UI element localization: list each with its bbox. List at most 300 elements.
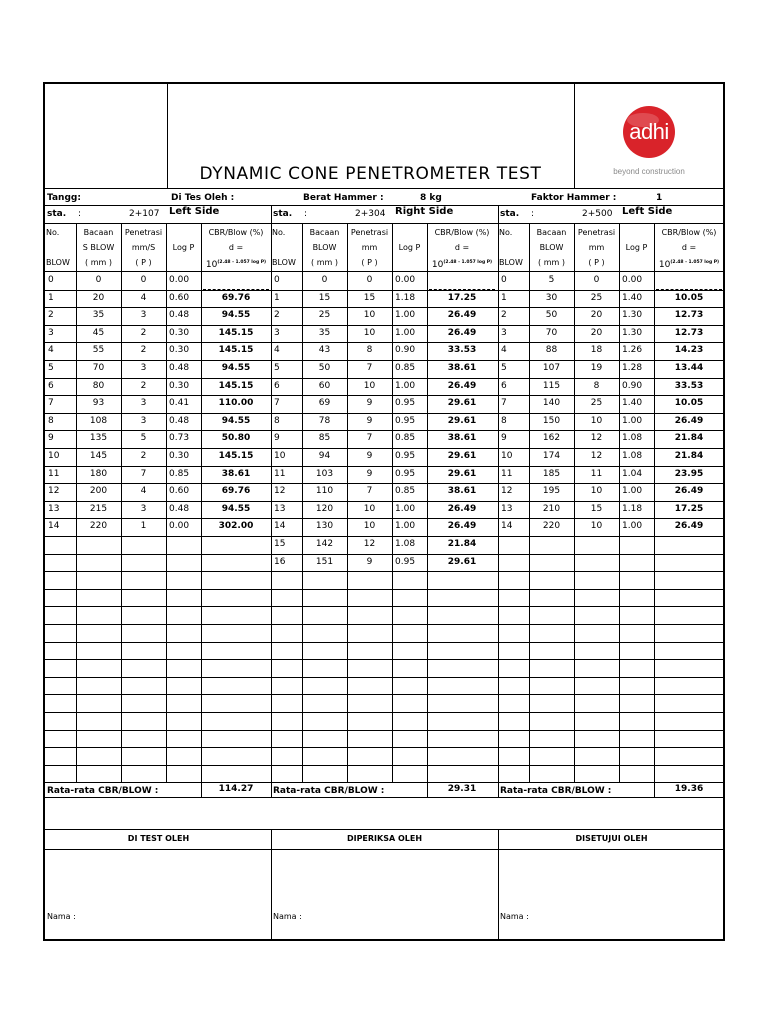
cell-bacaan: 50 — [545, 310, 558, 321]
grid-line — [45, 448, 725, 449]
column-divider — [619, 223, 620, 782]
grid-line — [45, 413, 725, 414]
col-header-bacaan: BLOW — [312, 243, 337, 252]
col-header-penetrasi: ( P ) — [588, 258, 605, 267]
cell-logp: 0.95 — [395, 468, 416, 479]
col-header-no: No. — [272, 228, 286, 237]
cell-blow-no: 5 — [48, 363, 54, 373]
adhi-logo-icon — [605, 106, 695, 178]
cell-logp: 0.85 — [395, 486, 416, 497]
grid-line — [45, 797, 725, 798]
cell-blow-no: 4 — [274, 345, 280, 356]
cell-penetrasi: 7 — [140, 468, 147, 479]
column-divider — [654, 223, 655, 782]
col-header-cbr: CBR/Blow (%) — [434, 228, 490, 237]
section-divider — [271, 205, 272, 797]
cell-logp: 1.18 — [395, 292, 416, 303]
cell-blow-no: 4 — [48, 345, 54, 356]
cell-cbr: 29.61 — [447, 415, 477, 426]
cell-penetrasi: 9 — [366, 556, 373, 567]
cell-bacaan: 220 — [542, 521, 561, 532]
cell-blow-no: 1 — [274, 292, 280, 303]
col-header-cbr: CBR/Blow (%) — [661, 228, 717, 237]
sta-label: sta. — [47, 209, 67, 219]
cbr-formula-exponent: (2.48 - 1.057 log P) — [217, 260, 267, 265]
cell-bacaan: 0 — [321, 275, 328, 285]
col-header-no: BLOW — [272, 258, 296, 267]
cell-logp: 1.00 — [395, 380, 416, 391]
tanggal-label: Tangg: — [47, 193, 81, 203]
cell-penetrasi: 10 — [363, 380, 376, 391]
cell-logp: 1.00 — [395, 503, 416, 514]
cell-penetrasi: 12 — [590, 451, 603, 461]
cell-penetrasi: 1 — [140, 521, 147, 532]
cell-cbr: 38.61 — [221, 468, 251, 479]
grid-line — [45, 571, 725, 572]
cell-bacaan: 88 — [545, 345, 558, 356]
cell-blow-no: 0 — [501, 275, 507, 285]
cell-blow-no: 1 — [48, 292, 54, 303]
cell-penetrasi: 4 — [140, 486, 147, 497]
svg-text:adhi: adhi — [629, 119, 669, 144]
cell-penetrasi: 7 — [366, 433, 373, 444]
cell-logp: 1.00 — [395, 327, 416, 338]
cell-logp: 1.40 — [622, 398, 643, 409]
col-header-bacaan: BLOW — [539, 243, 564, 252]
grid-line — [45, 659, 725, 660]
cbr-formula — [427, 255, 497, 273]
cell-penetrasi: 25 — [590, 292, 603, 303]
avg-cbr-label: Rata-rata CBR/BLOW : — [500, 786, 612, 797]
cell-penetrasi: 10 — [363, 327, 376, 338]
grid-line — [45, 501, 725, 502]
cell-cbr: 26.49 — [447, 327, 477, 338]
grid-line — [45, 730, 725, 731]
cbr-formula-base: 10 — [205, 260, 218, 270]
page-title: DYNAMIC CONE PENETROMETER TEST — [199, 164, 542, 184]
cell-cbr: 13.44 — [674, 363, 704, 373]
cell-penetrasi: 8 — [366, 345, 373, 356]
sta-label: sta. — [500, 209, 520, 219]
cell-logp: 0.48 — [169, 503, 190, 514]
cell-cbr: 21.84 — [447, 539, 477, 549]
cell-cbr: 29.61 — [447, 398, 477, 409]
cell-cbr: 17.25 — [674, 503, 704, 514]
cell-bacaan: 195 — [542, 486, 561, 497]
cell-blow-no: 12 — [501, 486, 513, 497]
grid-line — [45, 694, 725, 695]
cell-bacaan: 210 — [542, 503, 561, 514]
cell-cbr: 21.84 — [674, 451, 704, 461]
cell-bacaan: 5 — [548, 275, 555, 285]
sta-colon: : — [531, 209, 535, 219]
col-header-penetrasi: mm — [588, 243, 605, 252]
cell-logp: 0.00 — [395, 275, 416, 285]
cell-logp: 0.30 — [169, 345, 190, 356]
grid-line — [45, 307, 725, 308]
cell-cbr: 10.05 — [674, 398, 704, 409]
cell-cbr: 302.00 — [218, 521, 254, 532]
cell-penetrasi: 7 — [366, 363, 373, 373]
section-divider — [271, 829, 272, 941]
cell-logp: 0.30 — [169, 451, 190, 461]
cell-bacaan: 115 — [542, 380, 561, 391]
grid-line — [45, 642, 725, 643]
sta-value: 2+107 — [129, 209, 160, 219]
cell-cbr: 26.49 — [447, 503, 477, 514]
sta-colon: : — [304, 209, 308, 219]
cell-bacaan: 145 — [89, 451, 108, 461]
cell-blow-no: 7 — [48, 398, 54, 409]
cell-bacaan: 55 — [92, 345, 105, 356]
cell-blow-no: 12 — [274, 486, 286, 497]
col-header-no: No. — [46, 228, 60, 237]
cell-cbr: 29.61 — [447, 468, 477, 479]
grid-line — [45, 829, 725, 830]
grid-line — [45, 782, 725, 783]
cell-penetrasi: 20 — [590, 310, 603, 321]
cell-penetrasi: 9 — [366, 468, 373, 479]
header-divider — [574, 84, 575, 188]
cell-cbr: 26.49 — [674, 521, 704, 532]
cell-penetrasi: 12 — [590, 433, 603, 444]
cell-bacaan: 110 — [315, 486, 334, 497]
cell-bacaan: 215 — [89, 503, 108, 514]
cell-cbr: 38.61 — [447, 433, 477, 444]
side-label: Left Side — [622, 206, 673, 217]
cell-cbr: 14.23 — [674, 345, 704, 356]
cell-logp: 1.00 — [622, 415, 643, 426]
cbr-formula — [201, 255, 271, 273]
ditest-label: Di Tes Oleh : — [171, 193, 235, 203]
cell-penetrasi: 20 — [590, 327, 603, 338]
cell-cbr: 33.53 — [674, 380, 704, 391]
berat-hammer-label: Berat Hammer : — [303, 193, 384, 203]
cell-blow-no: 5 — [501, 363, 507, 373]
cell-logp: 1.08 — [622, 433, 643, 444]
cell-cbr: 21.84 — [674, 433, 704, 444]
cell-blow-no: 10 — [501, 451, 513, 461]
section-divider — [498, 829, 499, 941]
cell-penetrasi: 10 — [363, 521, 376, 532]
cell-blow-no: 6 — [501, 380, 507, 391]
cell-blow-no: 12 — [48, 486, 60, 497]
cell-bacaan: 45 — [92, 327, 105, 338]
cell-blow-no: 5 — [274, 363, 280, 373]
grid-line — [45, 536, 725, 537]
cell-bacaan: 120 — [315, 503, 334, 514]
cell-cbr: 94.55 — [221, 415, 251, 426]
cell-blow-no: 3 — [501, 327, 507, 338]
signature-name-label: Nama : — [500, 912, 529, 921]
col-header-bacaan: S BLOW — [82, 243, 115, 252]
cell-logp: 0.90 — [622, 380, 643, 391]
cell-bacaan: 20 — [92, 292, 105, 303]
col-header-logp: Log P — [172, 243, 195, 252]
cell-logp: 1.30 — [622, 327, 643, 338]
avg-cbr-label: Rata-rata CBR/BLOW : — [273, 786, 385, 797]
cell-cbr: 10.05 — [674, 292, 704, 303]
cell-blow-no: 10 — [48, 451, 60, 461]
cell-penetrasi: 12 — [363, 539, 376, 549]
col-header-no: BLOW — [499, 258, 523, 267]
grid-line — [45, 430, 725, 431]
cell-cbr: 26.49 — [447, 521, 477, 532]
cell-penetrasi: 3 — [140, 363, 147, 373]
cell-cbr: 26.49 — [447, 310, 477, 321]
sta-label: sta. — [273, 209, 293, 219]
cell-bacaan: 150 — [542, 415, 561, 426]
cell-blow-no: 14 — [48, 521, 60, 532]
cell-blow-no: 3 — [48, 327, 54, 338]
cell-bacaan: 220 — [89, 521, 108, 532]
cell-cbr: 29.61 — [447, 451, 477, 461]
grid-line — [45, 342, 725, 343]
cell-logp: 0.95 — [395, 398, 416, 409]
cell-logp: 0.00 — [622, 275, 643, 285]
grid-line — [45, 606, 725, 607]
cell-bacaan: 15 — [318, 292, 331, 303]
cell-logp: 0.60 — [169, 292, 190, 303]
sta-colon: : — [78, 209, 82, 219]
cell-logp: 1.00 — [622, 486, 643, 497]
cell-bacaan: 162 — [542, 433, 561, 444]
column-divider — [347, 223, 348, 782]
cell-penetrasi: 25 — [590, 398, 603, 409]
cell-blow-no: 0 — [48, 275, 54, 285]
cell-cbr: 29.61 — [447, 556, 477, 567]
cell-blow-no: 16 — [274, 556, 286, 567]
cell-penetrasi: 10 — [590, 486, 603, 497]
col-header-penetrasi: Penetrasi — [350, 228, 389, 237]
cell-blow-no: 6 — [274, 380, 280, 391]
cell-logp: 1.18 — [622, 503, 643, 514]
col-header-cbr: d = — [228, 243, 244, 252]
cell-penetrasi: 3 — [140, 503, 147, 514]
cell-logp: 0.85 — [395, 433, 416, 444]
cell-bacaan: 35 — [92, 310, 105, 321]
col-header-penetrasi: Penetrasi — [124, 228, 163, 237]
grid-line — [45, 624, 725, 625]
cell-penetrasi: 2 — [140, 345, 147, 356]
cell-penetrasi: 2 — [140, 451, 147, 461]
cell-cbr: 69.76 — [221, 292, 251, 303]
col-header-penetrasi: mm/S — [131, 243, 156, 252]
sta-value: 2+500 — [582, 209, 613, 219]
avg-cbr-label: Rata-rata CBR/BLOW : — [47, 786, 159, 797]
sta-value: 2+304 — [355, 209, 386, 219]
cell-bacaan: 140 — [542, 398, 561, 409]
cell-blow-no: 9 — [48, 433, 54, 444]
grid-line — [45, 677, 725, 678]
cell-blow-no: 15 — [274, 539, 286, 549]
cell-penetrasi: 9 — [366, 415, 373, 426]
cell-bacaan: 0 — [95, 275, 102, 285]
grid-line — [45, 395, 725, 396]
cell-blow-no: 11 — [48, 468, 60, 479]
grid-line — [45, 360, 725, 361]
faktor-hammer-value: 1 — [656, 193, 663, 203]
col-header-logp: Log P — [625, 243, 648, 252]
cell-blow-no: 8 — [501, 415, 507, 426]
signature-title: DI TEST OLEH — [127, 834, 190, 843]
col-header-bacaan: ( mm ) — [85, 258, 112, 267]
cbr-formula-base: 10 — [658, 260, 671, 270]
cell-cbr: 69.76 — [221, 486, 251, 497]
grid-line — [45, 325, 725, 326]
cbr-dash-line — [203, 289, 269, 290]
cell-bacaan: 80 — [92, 380, 105, 391]
column-divider — [427, 223, 428, 782]
cell-cbr: 145.15 — [218, 327, 254, 338]
cbr-formula-exponent: (2.48 - 1.057 log P) — [670, 260, 720, 265]
cell-blow-no: 7 — [501, 398, 507, 409]
cell-penetrasi: 3 — [140, 310, 147, 321]
cell-bacaan: 25 — [318, 310, 331, 321]
cell-bacaan: 200 — [89, 486, 108, 497]
col-header-cbr: d = — [454, 243, 470, 252]
cell-bacaan: 103 — [315, 468, 334, 479]
cell-logp: 0.73 — [169, 433, 190, 444]
col-header-bacaan: ( mm ) — [311, 258, 338, 267]
cell-blow-no: 4 — [501, 345, 507, 356]
cell-penetrasi: 2 — [140, 380, 147, 391]
avg-cbr-value: 114.27 — [218, 784, 254, 795]
signature-title: DIPERIKSA OLEH — [346, 834, 423, 843]
cell-penetrasi: 9 — [366, 451, 373, 461]
cbr-formula — [654, 255, 724, 273]
cell-bacaan: 107 — [542, 363, 561, 373]
cell-bacaan: 43 — [318, 345, 331, 356]
cell-penetrasi: 19 — [590, 363, 603, 373]
cell-logp: 0.48 — [169, 415, 190, 426]
header-bottom-line — [45, 188, 725, 189]
col-header-logp: Log P — [398, 243, 421, 252]
col-header-penetrasi: ( P ) — [361, 258, 378, 267]
cell-penetrasi: 4 — [140, 292, 147, 303]
cell-logp: 0.30 — [169, 327, 190, 338]
col-header-bacaan: ( mm ) — [538, 258, 565, 267]
cell-cbr: 26.49 — [447, 380, 477, 391]
grid-line — [45, 849, 725, 850]
cell-logp: 0.95 — [395, 415, 416, 426]
grid-line — [45, 747, 725, 748]
cell-bacaan: 130 — [315, 521, 334, 532]
cell-logp: 1.08 — [622, 451, 643, 461]
cbr-dash-line — [656, 289, 722, 290]
cbr-formula-base: 10 — [431, 260, 444, 270]
cell-cbr: 50.80 — [221, 433, 251, 444]
cell-bacaan: 50 — [318, 363, 331, 373]
cell-penetrasi: 0 — [593, 275, 600, 285]
cell-cbr: 145.15 — [218, 380, 254, 391]
grid-line — [45, 466, 725, 467]
grid-line — [45, 518, 725, 519]
cbr-formula-exponent: (2.48 - 1.057 log P) — [443, 260, 493, 265]
cell-bacaan: 70 — [545, 327, 558, 338]
cell-blow-no: 14 — [274, 521, 286, 532]
cell-logp: 0.00 — [169, 521, 190, 532]
col-header-penetrasi: ( P ) — [135, 258, 152, 267]
grid-line — [45, 712, 725, 713]
grid-line — [45, 271, 725, 272]
svg-text:beyond construction: beyond construction — [613, 167, 685, 176]
cell-blow-no: 6 — [48, 380, 54, 391]
cell-logp: 0.48 — [169, 363, 190, 373]
grid-line — [45, 378, 725, 379]
signature-name-label: Nama : — [273, 912, 302, 921]
cell-cbr: 12.73 — [674, 310, 704, 321]
grid-line — [45, 483, 725, 484]
cell-blow-no: 8 — [48, 415, 54, 426]
cell-bacaan: 151 — [315, 556, 334, 567]
cell-cbr: 26.49 — [674, 486, 704, 497]
cell-logp: 1.00 — [395, 521, 416, 532]
side-label: Left Side — [169, 206, 220, 217]
cell-blow-no: 9 — [501, 433, 507, 444]
signature-title: DISETUJUI OLEH — [575, 834, 648, 843]
cell-penetrasi: 10 — [590, 415, 603, 426]
cell-blow-no: 2 — [274, 310, 280, 321]
cell-cbr: 110.00 — [218, 398, 254, 409]
cell-blow-no: 2 — [48, 310, 54, 321]
cell-blow-no: 14 — [501, 521, 513, 532]
col-header-bacaan: Bacaan — [309, 228, 340, 237]
cell-logp: 0.30 — [169, 380, 190, 391]
cell-blow-no: 9 — [274, 433, 280, 444]
col-header-bacaan: Bacaan — [536, 228, 567, 237]
avg-cbr-value: 19.36 — [674, 784, 704, 795]
cell-penetrasi: 9 — [366, 398, 373, 409]
cell-cbr: 33.53 — [447, 345, 477, 356]
cell-penetrasi: 3 — [140, 398, 147, 409]
cell-bacaan: 135 — [89, 433, 108, 444]
cell-logp: 1.04 — [622, 468, 643, 479]
cell-cbr: 145.15 — [218, 345, 254, 356]
column-divider — [392, 223, 393, 782]
column-divider — [166, 223, 167, 782]
column-divider — [302, 223, 303, 782]
cell-blow-no: 8 — [274, 415, 280, 426]
section-divider — [498, 205, 499, 797]
dcp-test-sheet — [43, 82, 725, 941]
cell-penetrasi: 2 — [140, 327, 147, 338]
signature-name-label: Nama : — [47, 912, 76, 921]
cell-logp: 1.00 — [622, 521, 643, 532]
cell-logp: 1.08 — [395, 539, 416, 549]
cell-penetrasi: 18 — [590, 345, 603, 356]
cell-logp: 0.00 — [169, 275, 190, 285]
column-divider — [201, 223, 202, 782]
cell-logp: 1.30 — [622, 310, 643, 321]
cell-bacaan: 30 — [545, 292, 558, 303]
berat-hammer-value: 8 kg — [420, 193, 442, 203]
col-header-penetrasi: mm — [361, 243, 378, 252]
cell-cbr: 23.95 — [674, 468, 704, 479]
cell-bacaan: 94 — [318, 451, 331, 461]
col-header-penetrasi: Penetrasi — [577, 228, 616, 237]
cell-cbr: 94.55 — [221, 503, 251, 514]
grid-line — [45, 290, 725, 291]
cell-blow-no: 10 — [274, 451, 286, 461]
cell-logp: 1.28 — [622, 363, 643, 373]
column-divider — [76, 223, 77, 782]
col-header-bacaan: Bacaan — [83, 228, 114, 237]
cell-blow-no: 13 — [274, 503, 286, 514]
cell-penetrasi: 8 — [593, 380, 600, 391]
cell-penetrasi: 10 — [590, 521, 603, 532]
cell-bacaan: 174 — [542, 451, 561, 461]
